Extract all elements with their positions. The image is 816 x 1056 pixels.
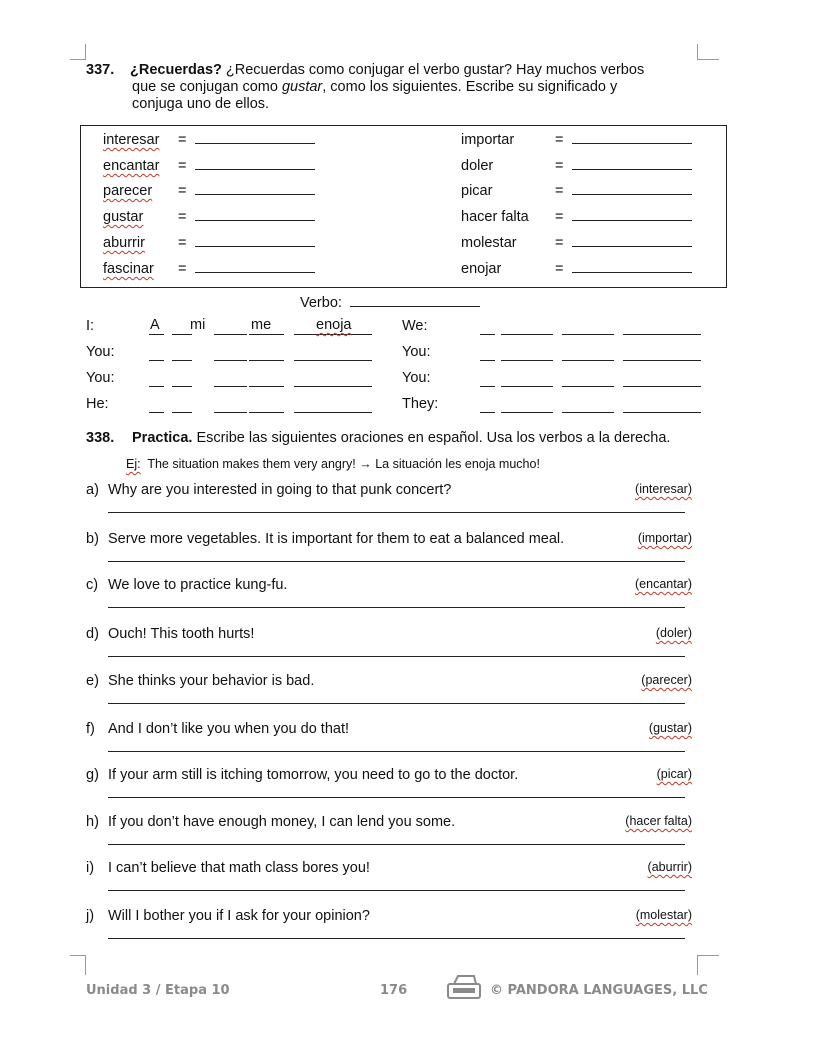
item-sentence: Ouch! This tooth hurts! — [108, 626, 255, 642]
blank-verb[interactable] — [623, 344, 701, 361]
meaning-blank[interactable] — [195, 181, 315, 195]
answer-line[interactable] — [108, 703, 685, 704]
blank-mid[interactable] — [214, 344, 247, 361]
blank-verb[interactable] — [623, 370, 701, 387]
equals-sign: = — [555, 209, 564, 225]
equals-sign: = — [178, 132, 187, 148]
verb-row-left — [103, 156, 159, 176]
meaning-blank[interactable] — [572, 181, 692, 195]
exercise-number: 337. — [86, 62, 115, 78]
example-a: A — [150, 317, 160, 333]
item-verb-hint: (gustar) — [648, 721, 692, 735]
instruction-text: Escribe las siguientes oraciones en español. Usa los verbos a la derecha. — [196, 430, 671, 446]
item-sentence: I can’t believe that math class bores you! — [108, 860, 370, 876]
instruction-text: , como los siguientes. Escribe su significado y — [322, 79, 618, 95]
blank-mid[interactable] — [214, 396, 247, 413]
exercise-item — [86, 673, 692, 707]
item-letter: g) — [86, 767, 99, 783]
verb-row-left — [103, 233, 145, 253]
verb-meaning-left — [178, 259, 315, 279]
meaning-blank[interactable] — [572, 130, 692, 144]
meaning-blank[interactable] — [195, 130, 315, 144]
exercise-item — [86, 814, 692, 848]
exercise-heading: ¿Recuerdas? — [130, 62, 222, 78]
example-mi: mi — [190, 317, 206, 333]
exercise-item — [86, 767, 692, 801]
blank-verb[interactable] — [294, 396, 372, 413]
exercise-item — [86, 482, 692, 516]
equals-sign: = — [555, 132, 564, 148]
meaning-blank[interactable] — [195, 156, 315, 170]
exercise-item — [86, 577, 692, 611]
item-letter: d) — [86, 626, 99, 642]
verb-word: doler — [461, 158, 494, 174]
equals-sign: = — [555, 261, 564, 277]
exercise-item — [86, 531, 692, 565]
verb-row-right — [461, 259, 501, 279]
meaning-blank[interactable] — [195, 207, 315, 221]
exercise-item — [86, 626, 692, 660]
exercise-item — [86, 860, 692, 894]
item-verb-hint: (doler) — [655, 626, 692, 640]
equals-sign: = — [555, 183, 564, 199]
meaning-blank[interactable] — [195, 233, 315, 247]
verb-word: importar — [461, 132, 515, 148]
equals-sign: = — [178, 261, 187, 277]
verb-meaning-right — [555, 181, 692, 201]
blank-me[interactable] — [562, 344, 614, 361]
blank-a[interactable] — [149, 396, 164, 413]
pronoun-label: You: — [86, 370, 115, 386]
item-verb-hint: (importar) — [637, 531, 692, 545]
pronoun-label: I: — [86, 318, 95, 334]
item-verb-hint: (encantar) — [635, 577, 692, 591]
blank-mid[interactable] — [214, 370, 247, 387]
meaning-blank[interactable] — [572, 156, 692, 170]
verb-meaning-left — [178, 130, 315, 150]
blank-me[interactable] — [562, 396, 614, 413]
blank-me[interactable] — [562, 318, 614, 335]
verb-meaning-right — [555, 233, 692, 253]
verbo-label: Verbo: — [300, 295, 342, 311]
exercise-338-instructions — [86, 430, 670, 446]
item-verb-hint: (interesar) — [635, 482, 692, 496]
equals-sign: = — [178, 209, 187, 225]
item-sentence: We love to practice kung-fu. — [108, 577, 288, 593]
answer-line[interactable] — [108, 561, 685, 562]
example-verb: enoja — [316, 317, 352, 333]
answer-line[interactable] — [108, 938, 685, 939]
verb-meaning-right — [555, 156, 692, 176]
example-sentence — [126, 457, 540, 471]
answer-line[interactable] — [108, 844, 685, 845]
exercise-number: 338. — [86, 430, 115, 446]
exercise-item — [86, 721, 692, 755]
verb-row-right — [461, 130, 514, 150]
example-spanish: La situación les enoja mucho! — [375, 457, 540, 471]
item-letter: e) — [86, 673, 99, 689]
item-sentence: And I don’t like you when you do that! — [108, 721, 350, 737]
blank-mid[interactable] — [214, 318, 247, 335]
blank-pron[interactable] — [501, 396, 553, 413]
page-number: 176 — [380, 983, 408, 998]
verb-row-right — [461, 207, 529, 227]
item-letter: i) — [86, 860, 95, 876]
item-letter: h) — [86, 814, 99, 830]
blank-mi[interactable] — [172, 318, 192, 335]
item-sentence: She thinks your behavior is bad. — [108, 673, 315, 689]
answer-line[interactable] — [108, 656, 685, 657]
equals-sign: = — [178, 183, 187, 199]
exercise-heading: Practica. — [132, 430, 193, 446]
blank-a[interactable] — [480, 370, 495, 387]
item-verb-hint: (aburrir) — [647, 860, 692, 874]
example-me: me — [251, 317, 272, 333]
blank-verb[interactable] — [294, 370, 372, 387]
verbo-blank[interactable] — [350, 293, 480, 307]
item-letter: c) — [86, 577, 99, 593]
instruction-text: ¿Recuerdas como conjugar el verbo gustar? Hay muchos verbos — [225, 62, 645, 78]
instruction-italic: gustar — [281, 79, 323, 95]
pronoun-label: You: — [402, 344, 431, 360]
item-letter: a) — [86, 482, 99, 498]
verb-word: picar — [461, 183, 493, 199]
blank-a[interactable] — [149, 370, 164, 387]
answer-line[interactable] — [108, 890, 685, 891]
item-sentence: Will I bother you if I ask for your opinion? — [108, 908, 370, 924]
blank-me[interactable] — [249, 344, 284, 361]
verb-meaning-right — [555, 259, 692, 279]
equals-sign: = — [555, 235, 564, 251]
exercise-337-instructions — [86, 62, 698, 113]
answer-line[interactable] — [108, 512, 685, 513]
item-sentence: If you don’t have enough money, I can lend you some. — [108, 814, 456, 830]
blank-a[interactable] — [480, 396, 495, 413]
copyright: © PANDORA LANGUAGES, LLC — [490, 983, 708, 998]
verb-word: molestar — [461, 235, 517, 251]
item-sentence: Why are you interested in going to that punk concert? — [108, 482, 452, 498]
item-sentence: Serve more vegetables. It is important for them to eat a balanced meal. — [108, 531, 565, 547]
pronoun-label: They: — [402, 396, 439, 412]
blank-a[interactable] — [480, 344, 495, 361]
meaning-blank[interactable] — [572, 233, 692, 247]
verb-meaning-left — [178, 233, 315, 253]
item-verb-hint: (parecer) — [641, 673, 692, 687]
verb-word: encantar — [103, 158, 160, 174]
blank-verb[interactable] — [623, 396, 701, 413]
verb-row-left — [103, 181, 152, 201]
blank-me[interactable] — [249, 370, 284, 387]
footer-unit: Unidad 3 / Etapa 10 — [86, 983, 230, 998]
blank-pron[interactable] — [501, 318, 553, 335]
blank-mi[interactable] — [172, 370, 192, 387]
blank-mi[interactable] — [172, 396, 192, 413]
item-letter: b) — [86, 531, 99, 547]
meaning-blank[interactable] — [195, 259, 315, 273]
verb-row-left — [103, 259, 154, 279]
pronoun-label: You: — [86, 344, 115, 360]
pronoun-label: We: — [402, 318, 428, 334]
item-verb-hint: (hacer falta) — [625, 814, 692, 828]
pronoun-label: He: — [86, 396, 109, 412]
blank-a[interactable] — [480, 318, 495, 335]
instruction-text: conjuga uno de ellos. — [132, 96, 270, 112]
verb-word: interesar — [103, 132, 160, 148]
verb-word: enojar — [461, 261, 502, 277]
item-verb-hint: (picar) — [656, 767, 692, 781]
example-english: The situation makes them very angry! — [147, 457, 356, 471]
blank-me[interactable] — [562, 370, 614, 387]
example-prefix: Ej: — [126, 457, 141, 471]
item-letter: f) — [86, 721, 95, 737]
verb-word: aburrir — [103, 235, 145, 251]
pronoun-label: You: — [402, 370, 431, 386]
verb-meaning-left — [178, 207, 315, 227]
verb-row-right — [461, 233, 517, 253]
verb-row-left — [103, 130, 159, 150]
verb-word: fascinar — [103, 261, 154, 277]
item-sentence: If your arm still is itching tomorrow, you need to go to the doctor. — [108, 767, 519, 783]
arrow-icon: → — [359, 457, 372, 471]
item-letter: j) — [86, 908, 95, 924]
verb-word: hacer falta — [461, 209, 529, 225]
verb-row-left — [103, 207, 143, 227]
verb-meaning-right — [555, 207, 692, 227]
exercise-item — [86, 908, 692, 942]
answer-line[interactable] — [108, 797, 685, 798]
blank-mi[interactable] — [172, 344, 192, 361]
blank-verb[interactable] — [294, 344, 372, 361]
blank-pron[interactable] — [501, 344, 553, 361]
equals-sign: = — [178, 235, 187, 251]
verbo-label-row — [300, 293, 480, 311]
verb-row-right — [461, 156, 493, 176]
verb-row-right — [461, 181, 492, 201]
blank-pron[interactable] — [501, 370, 553, 387]
item-verb-hint: (molestar) — [635, 908, 692, 922]
equals-sign: = — [178, 158, 187, 174]
typewriter-logo-icon — [446, 974, 482, 1005]
blank-me[interactable] — [249, 396, 284, 413]
equals-sign: = — [555, 158, 564, 174]
verb-meaning-right — [555, 130, 692, 150]
meaning-blank[interactable] — [572, 207, 692, 221]
answer-line[interactable] — [108, 607, 685, 608]
verb-meaning-left — [178, 156, 315, 176]
answer-line[interactable] — [108, 751, 685, 752]
blank-verb[interactable] — [623, 318, 701, 335]
verb-meaning-left — [178, 181, 315, 201]
meaning-blank[interactable] — [572, 259, 692, 273]
verb-word: gustar — [103, 209, 144, 225]
instruction-text: que se conjugan como — [132, 79, 282, 95]
blank-a[interactable] — [149, 344, 164, 361]
verb-word: parecer — [103, 183, 153, 199]
